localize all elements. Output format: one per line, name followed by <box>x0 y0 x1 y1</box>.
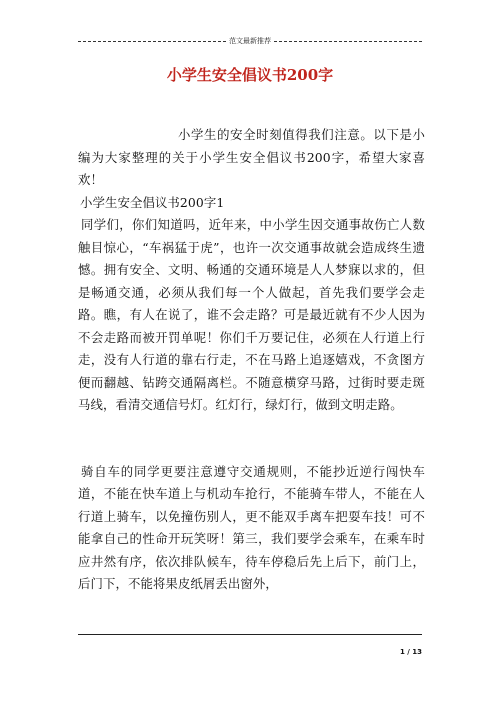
section-subtitle: 小学生安全倡议书200字1 <box>80 194 225 210</box>
page-header <box>78 36 422 46</box>
page-number: 1 / 13 <box>399 648 422 656</box>
header-rule-right <box>274 41 422 42</box>
header-label: 范文最新推荐 <box>229 37 271 45</box>
body-paragraph-2: 骑自车的同学更要注意遵守交通规则，不能抄近逆行闯快车道，不能在快车道上与机动车抢行，不能骑车带人，不能在人行道上骑车，以免撞伤别人，更不能双手离车把耍车技！可不能拿自己的性命开玩笑呀！第三，我们要学会乘车，在乘车时应井然有序，依次排队候车，待车停稳后先上后下，前门上，后门下，不能将果皮纸屑丢出窗外， <box>78 463 425 591</box>
body-paragraph-1: 同学们，你们知道吗，近年来，中小学生因交通事故伤亡人数触目惊心，“车祸猛于虎”，也许一次交通事故就会造成终生遗憾。拥有安全、文明、畅通的交通环境是人人梦寐以求的，但是畅通交通，必须从我们每一个人做起，首先我们要学会走路。瞧，有人在说了，谁不会走路？可是最近就有不少人因为不会走路而被开罚单呢！你们千万要记住，必须在人行道上行走，没有人行道的靠右行走，不在马路上追逐嬉戏，不贪图方便而翻越、钻跨交通隔离栏。不随意横穿马路，过街时要走斑马线，看清交通信号灯。红灯行，绿灯行，做到文明走路。 <box>78 217 425 412</box>
header-rule-left <box>78 41 226 42</box>
document-body <box>78 124 425 596</box>
paragraph-gap <box>78 417 425 461</box>
document-title: 小学生安全倡议书200字 <box>166 66 334 84</box>
intro-paragraph: 小学生的安全时刻值得我们注意。以下是小编为大家整理的关于小学生安全倡议书200字，希望大家喜欢！ <box>78 127 425 187</box>
footer-rule <box>78 634 422 635</box>
